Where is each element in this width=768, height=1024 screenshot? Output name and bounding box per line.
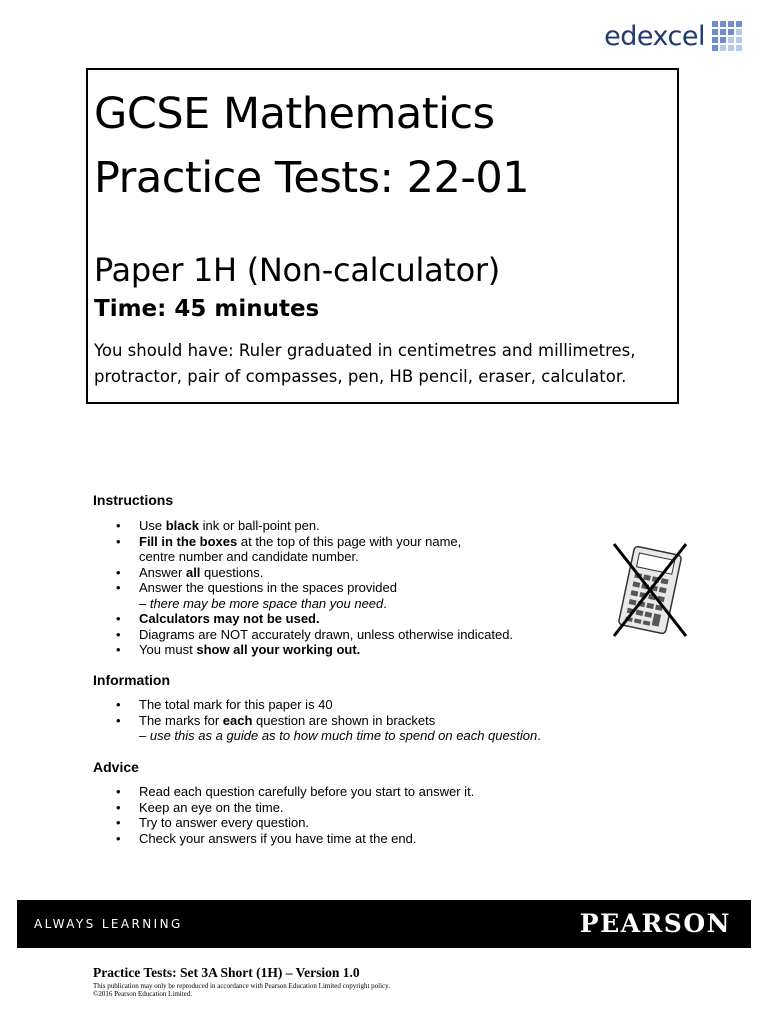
time-allowed: Time: 45 minutes [94, 296, 320, 322]
bullet: • [116, 712, 121, 728]
edexcel-logo [604, 18, 742, 54]
instructions-list [116, 518, 513, 658]
list-item: • Answer the questions in the spaces provided – there may be more space than you need. [116, 580, 397, 611]
title-box [86, 68, 679, 404]
list-item: • Answer all questions. [116, 564, 264, 580]
paper-title: Paper 1H (Non-calculator) [94, 251, 500, 289]
list-item: • Keep an eye on the time. [116, 799, 284, 815]
bullet: • [116, 580, 121, 595]
bullet: • [116, 697, 121, 712]
information-heading: Information [93, 672, 170, 688]
copyright-note: This publication may only be reproduced in accordance with Pearson Education Limited copyright policy. [93, 982, 390, 990]
list-item: • The total mark for this paper is 40 [116, 697, 333, 712]
bullet: • [116, 626, 121, 642]
equipment-line-1: You should have: Ruler graduated in centimetres and millimetres, [94, 341, 636, 360]
list-item: • The marks for each question are shown in brackets – use this as a guide as to how much time to spend on each question. [116, 712, 541, 743]
bullet: • [116, 784, 121, 799]
advice-list [116, 784, 474, 846]
bullet: • [116, 815, 121, 830]
bullet: • [116, 533, 121, 549]
crossed-out-calculator-icon [610, 540, 690, 640]
list-item: • Calculators may not be used. [116, 611, 320, 626]
footer-band [17, 900, 751, 948]
list-item: • Check your answers if you have time at the end. [116, 830, 417, 846]
pearson-logo: PEARSON [579, 909, 731, 938]
equipment-line-2: protractor, pair of compasses, pen, HB pencil, eraser, calculator. [94, 367, 627, 386]
list-item: • Diagrams are NOT accurately drawn, unless otherwise indicated. [116, 626, 514, 642]
bullet: • [116, 518, 121, 533]
list-item: • Use black ink or ball-point pen. [116, 518, 320, 533]
list-item: • Fill in the boxes at the top of this page with your name, centre number and candidate number. [116, 533, 462, 564]
information-list [116, 697, 541, 744]
bullet: • [116, 799, 121, 815]
copyright-line: ©2016 Pearson Education Limited. [93, 990, 193, 998]
advice-heading: Advice [93, 759, 139, 775]
bullet: • [116, 611, 121, 626]
footer-title: Practice Tests: Set 3A Short (1H) – Version 1.0 [93, 965, 360, 980]
tagline: ALWAYS LEARNING [34, 917, 183, 931]
bullet: • [116, 564, 121, 580]
logo-text: edexcel [604, 20, 705, 52]
list-item: • Read each question carefully before you start to answer it. [116, 784, 475, 799]
instructions-heading: Instructions [93, 492, 174, 508]
bullet: • [116, 642, 121, 657]
title-line-1: GCSE Mathematics [94, 89, 495, 139]
list-item: • You must show all your working out. [116, 642, 361, 657]
equipment-note [94, 338, 671, 390]
list-item: • Try to answer every question. [116, 815, 310, 830]
edexcel-dots-icon [712, 21, 742, 51]
page-title [94, 82, 671, 210]
title-line-2: Practice Tests: 22-01 [94, 153, 530, 203]
bullet: • [116, 830, 121, 846]
